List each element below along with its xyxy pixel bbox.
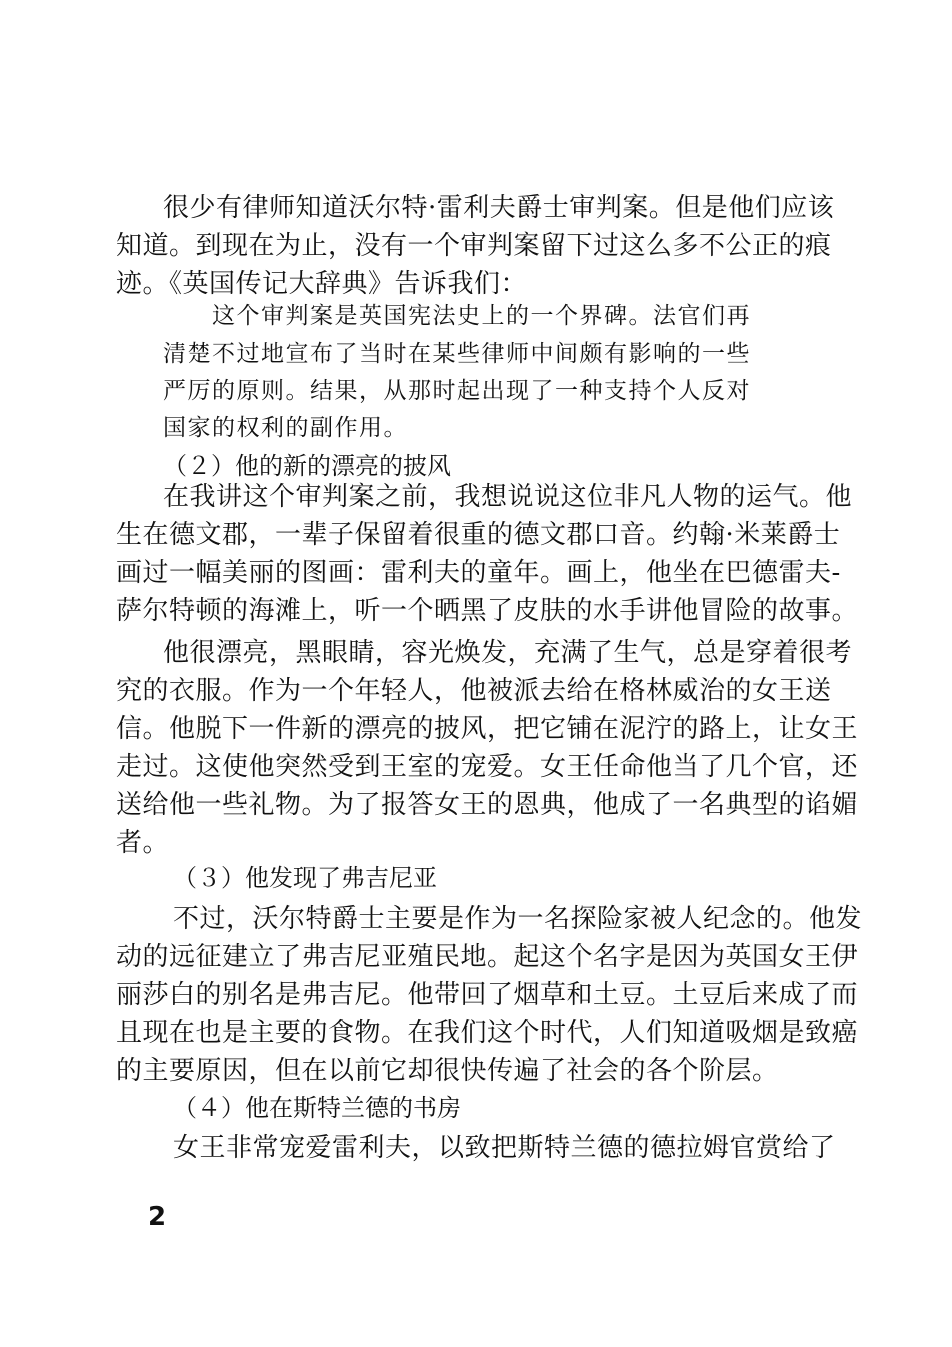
quote-line: 清楚不过地宣布了当时在某些律师中间颇有影响的一些 [163, 341, 751, 367]
text-line: 丽莎白的别名是弗吉尼。他带回了烟草和土豆。土豆后来成了而 [116, 980, 859, 1010]
quote-line: 严厉的原则。结果，从那时起出现了一种支持个人反对 [163, 378, 751, 404]
quote-line: 这个审判案是英国宪法史上的一个界碑。法官们再 [212, 303, 751, 329]
text-line: 知道。到现在为止，没有一个审判案留下过这么多不公正的痕 [116, 231, 832, 261]
text-line: 且现在也是主要的食物。在我们这个时代，人们知道吸烟是致癌 [116, 1018, 859, 1048]
text-line: 萨尔特顿的海滩上，听一个晒黑了皮肤的水手讲他冒险的故事。 [116, 596, 859, 626]
text-line: 者。 [116, 828, 170, 858]
text-line: 画过一幅美丽的图画：雷利夫的童年。画上，他坐在巴德雷夫- [116, 558, 841, 588]
text-line: 动的远征建立了弗吉尼亚殖民地。起这个名字是因为英国女王伊 [116, 942, 859, 972]
text-line: 迹。《英国传记大辞典》告诉我们： [116, 269, 528, 299]
text-line: 走过。这使他突然受到王室的宠爱。女王任命他当了几个官，还 [116, 752, 859, 782]
text-line: 送给他一些礼物。为了报答女王的恩典，他成了一名典型的谄媚 [116, 790, 859, 820]
text-line: 究的衣服。作为一个年轻人，他被派去给在格林威治的女王送 [116, 676, 832, 706]
text-line: 不过，沃尔特爵士主要是作为一名探险家被人纪念的。他发 [173, 904, 863, 934]
text-line: 很少有律师知道沃尔特·雷利夫爵士审判案。但是他们应该 [163, 193, 835, 223]
text-line: 他很漂亮，黑眼睛，容光焕发，充满了生气，总是穿着很考 [163, 638, 853, 668]
section-heading: （４）他在斯特兰德的书房 [173, 1094, 461, 1122]
text-line: 女王非常宠爱雷利夫，以致把斯特兰德的德拉姆官赏给了 [173, 1133, 836, 1163]
text-line: 信。他脱下一件新的漂亮的披风，把它铺在泥泞的路上，让女王 [116, 714, 859, 744]
page-number: 2 [148, 1202, 167, 1232]
text-line: 的主要原因，但在以前它却很快传遍了社会的各个阶层。 [116, 1056, 779, 1086]
quote-line: 国家的权利的副作用。 [163, 415, 408, 441]
text-line: 在我讲这个审判案之前，我想说说这位非凡人物的运气。他 [163, 482, 853, 512]
text-line: 生在德文郡，一辈子保留着很重的德文郡口音。约翰·米莱爵士 [116, 520, 841, 550]
section-heading: （２）他的新的漂亮的披风 [163, 452, 451, 480]
section-heading: （３）他发现了弗吉尼亚 [173, 864, 437, 892]
